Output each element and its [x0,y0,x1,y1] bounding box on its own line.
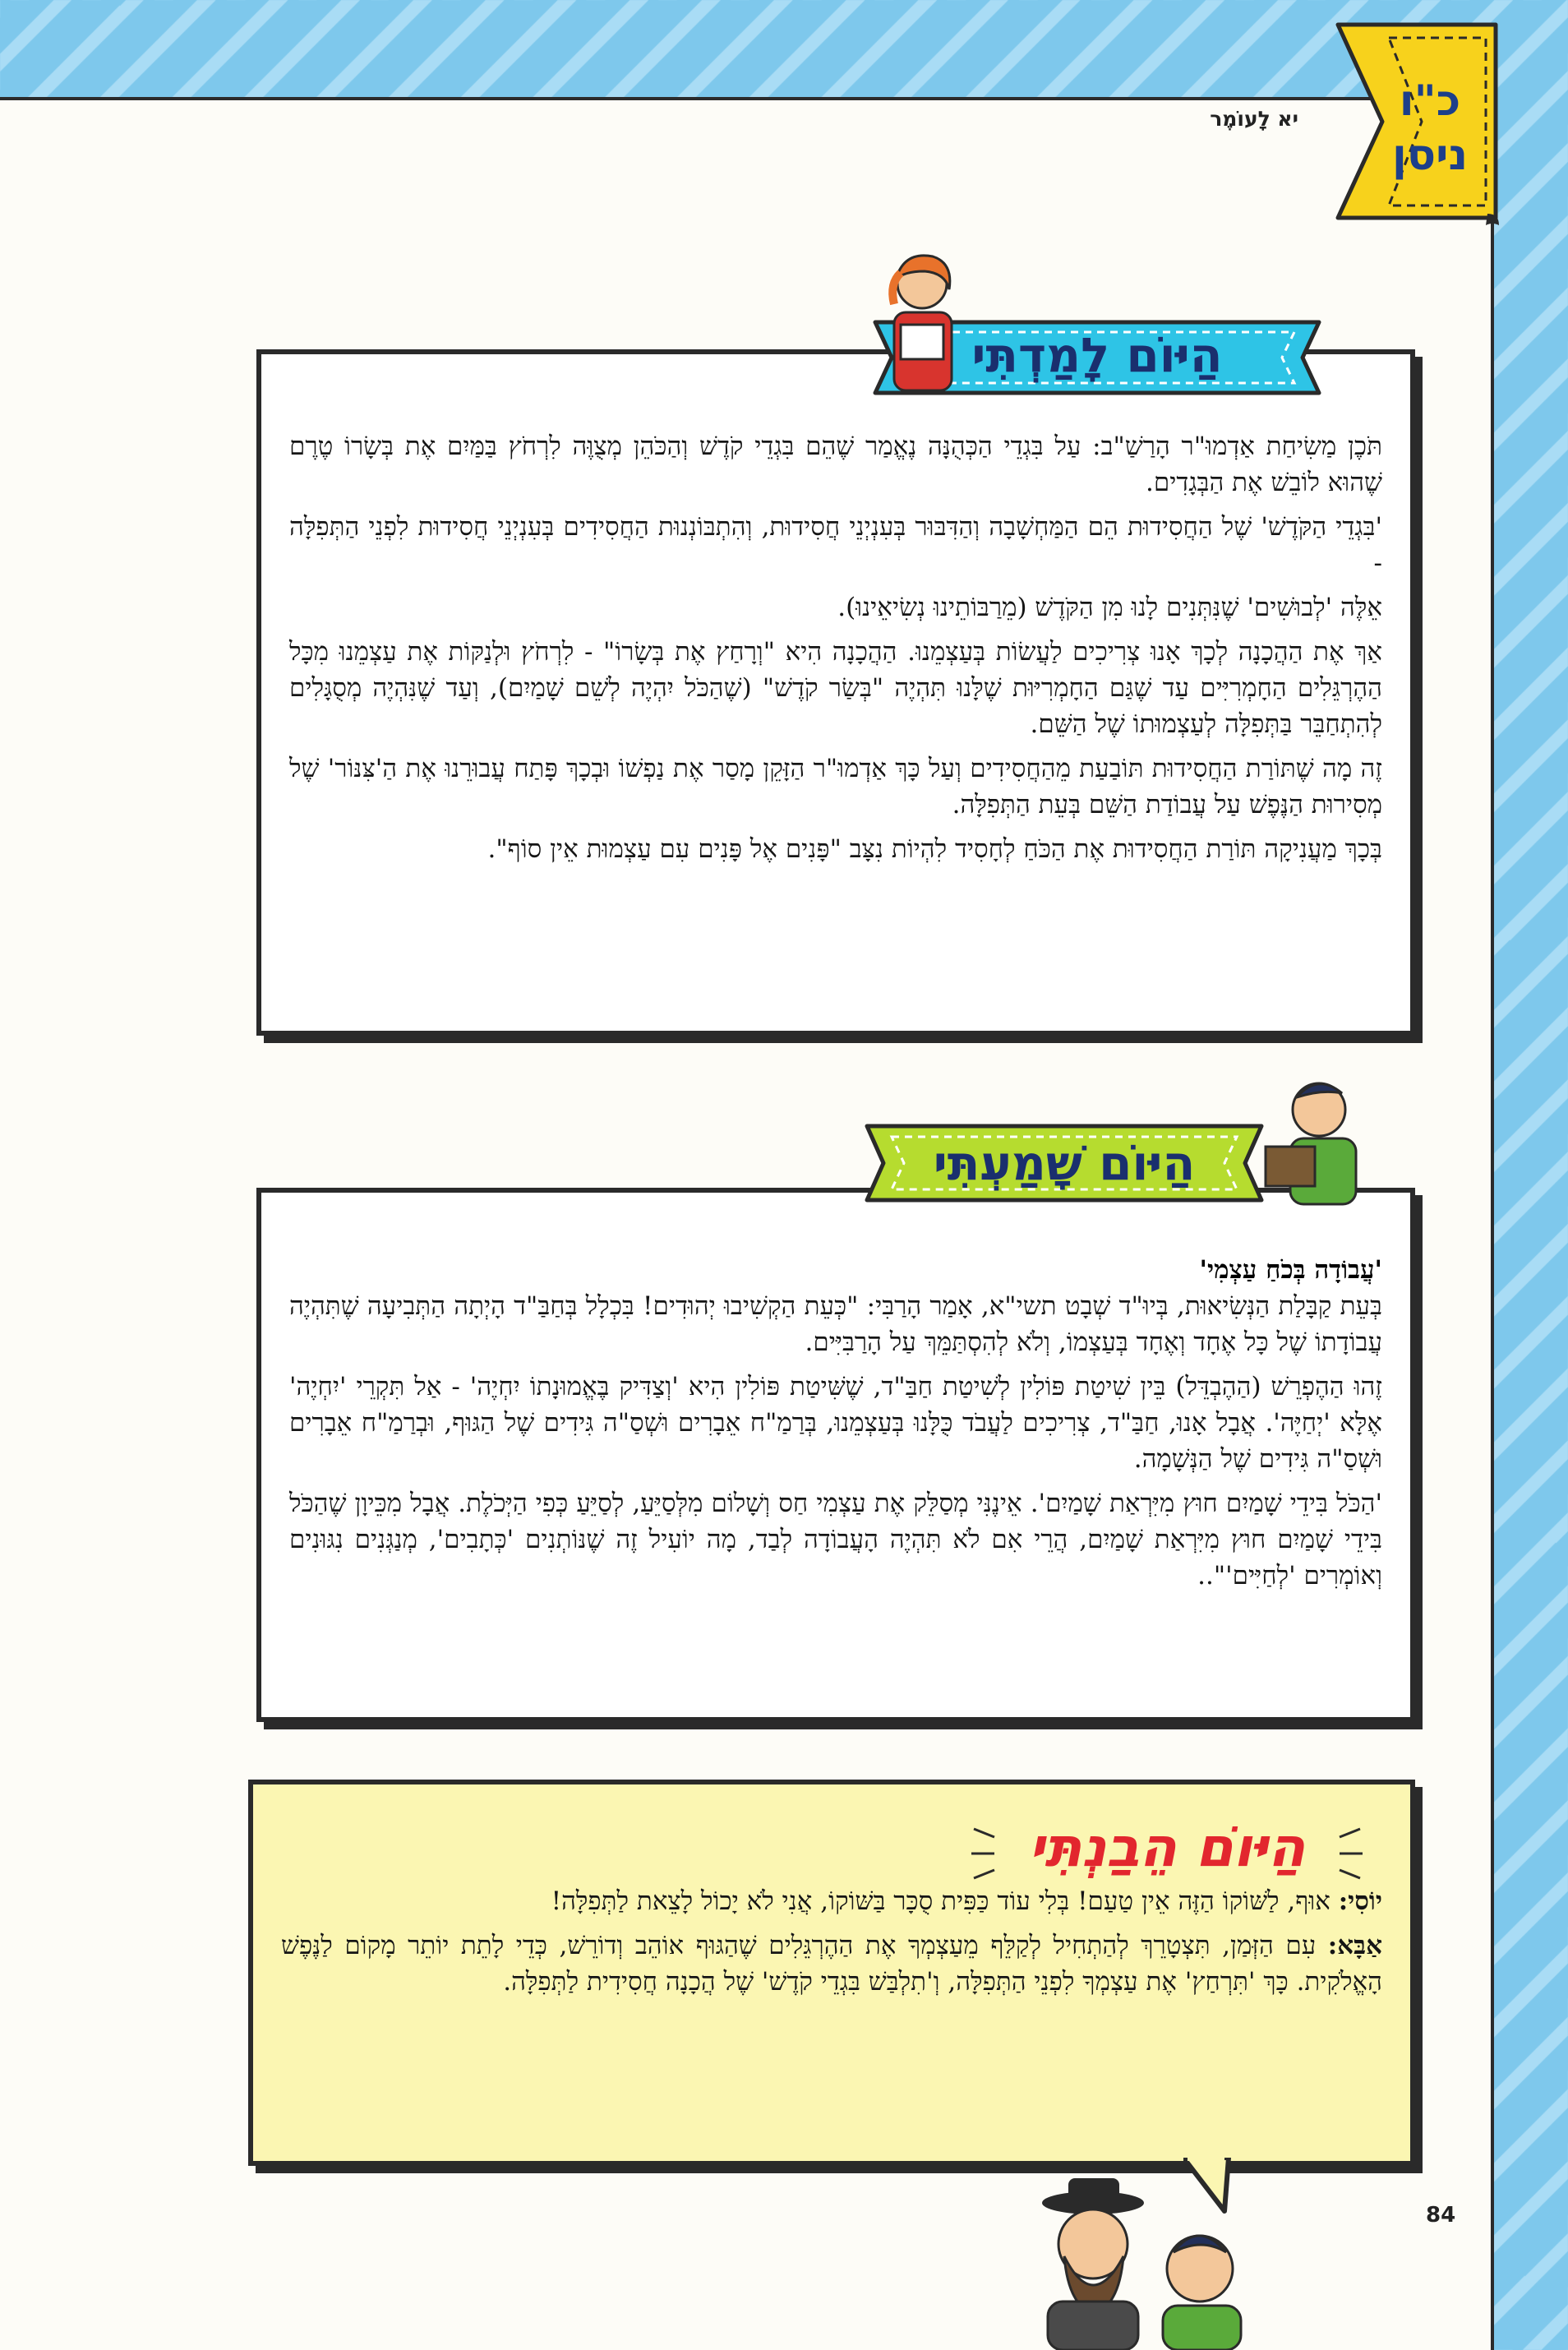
understood-title-banner [970,1804,1364,1903]
dialogue-text: עִם הַזְּמַן, תִּצְטָרֵךְ לְהַתְחִיל לְקַלֵּף מֵעַצְמְךָ אֶת הַהֶרְגֵּלִים שֶׁהַגּוּף אוֹהֵב וְדוֹרֵשׁ, כְּדֵי לָתֵת יוֹתֵר מָקוֹם לַנֶּפֶשׁ הָאֱלֹקִית. כָּךְ 'תִּרְחַץ' אֶת עַצְמְךָ לִפְנֵי הַתְּפִלָּה, וְ'תִלְבַּשׁ בִּגְדֵי קֹדֶשׁ' שֶׁל הֲכָנָה חֲסִידִית לַתְּפִלָּה. [281,1931,1382,1997]
learned-box [256,349,1415,1036]
heard-paragraph: 'הַכֹּל בִּידֵי שָׁמַיִם חוּץ מִיִּרְאַת שָׁמַיִם'. אֵינֶנִּי מְסַלֵּק אֶת עַצְמִי חַס וְשָׁלוֹם מִלְּסַיֵּעַ, לְסַיֵּעַ כְּפִי הַיְּכֹלֶת. אֲבָל מִכֵּיוָן שֶׁהַכֹּל בִּידֵי שָׁמַיִם חוּץ מִיִּרְאַת שָׁמַיִם, הֲרֵי אִם לֹא תִּהְיֶה הָעֲבוֹדָה לְבַד, מָה יוֹעִיל זֶה שֶׁנּוֹתְנִים 'כְּתָבִים', מְנַגְּנִים נִגּוּנִים וְאוֹמְרִים 'לְחַיִּים'".. [289,1489,1382,1591]
heard-paragraph: זֶהוּ הַהֶפְרֵשׁ (הַהֶבְדֵּל) בֵּין שִׁיטַת פּוֹלִין לְשִׁיטַת חַבַּ"ד, שֶׁשִּׁיטַת פּוֹלִין הִיא 'וְצַדִּיק בֶּאֱמוּנָתוֹ יִחְיֶה' - אַל תִּקְרֵי 'יִחְיֶה' אֶלָּא 'יְחַיֶּה'. אֲבָל אָנוּ, חַבַּ"ד, צְרִיכִים לַעֲבֹד כֻּלָּנוּ בְּעַצְמֵנוּ, בְּרַמַ"ח אֵבָרִים וּשְׁסַ"ה גִּידִים שֶׁל הַגּוּף, וּבְרַמַ"ח אֵבָרִים וּשְׁסַ"ה גִּידִים שֶׁל הַנְּשָׁמָה. [289,1372,1382,1474]
omer-count: יא לָעוֹמֶר [1210,107,1298,131]
girl-reading-illustration [871,247,970,403]
speaker-name: יוֹסִי: [1338,1886,1382,1916]
father-son-illustration [1027,2178,1274,2350]
date-month: ניסן [1391,131,1469,180]
date-label [1360,74,1500,182]
learned-title: הַיּוֹם לָמַדְתִּי [971,327,1223,383]
understood-title: הַיּוֹם הֵבַנְתִּי [1028,1816,1306,1879]
heard-box [256,1188,1415,1722]
learned-paragraph: אֵלֶּה 'לְבוּשִׁים' שֶׁנִּתְּנִים לָנוּ מִן הַקֹּדֶשׁ (מֵרַבּוֹתֵינוּ נְשִׂיאֵינוּ). [837,593,1382,622]
heard-title: הַיּוֹם שָׁמַעְתִּי [933,1135,1196,1191]
learned-paragraph: תֹּכֶן מַשִׂיחַת אַדְמוּ"ר הָרַשַׁ"ב: עַל בִּגְדֵי הַכְּהֻנָּה נֶאֱמַר שֶׁהֵם בִּגְדֵי קֹדֶשׁ וְהַכֹּהֵן מְצֻוֶּה לִרְחֹץ בַּמַּיִם אֶת בְּשָׂרוֹ טֶרֶם שֶׁהוּא לוֹבֵשׁ אֶת הַבְּגָדִים. [289,432,1382,497]
learned-paragraph: בְּכָךְ מַעֲנִיקָה תּוֹרַת הַחֲסִידוּת אֶת הַכֹּחַ לְחָסִיד לִהְיוֹת נִצָּב "פָּנִים אֶל פָּנִים עִם עַצְמוּת אֵין סוֹף". [487,834,1382,864]
dialogue-line [281,1928,1382,2000]
page-number: 84 [1426,2203,1456,2228]
boy-reading-illustration [1249,1069,1372,1208]
heard-title-banner [859,1114,1270,1212]
heard-paragraph: בְּעֵת קַבָּלַת הַנְּשִׂיאוּת, בְּיוּ"ד שְׁבָט תשי"א, אָמַר הָרַבִּי: "כְּעֵת הַקְשִׁיבוּ יְהוּדִים! בִּכְלָל בְּחַבַּ"ד הָיְתָה הַתְּבִיעָה שֶׁתִּהְיֶה עֲבוֹדָתוֹ שֶׁל כָּל אֶחָד וְאֶחָד בְּעַצְמוֹ, וְלֹא לְהִסְתַּמֵּךְ עַל הָרַבִּיִּים. [289,1291,1382,1357]
dialogue-text: אוּף, לַשּׁוֹקוֹ הַזֶּה אֵין טַעַם! בְּלִי עוֹד כַּפִּית סֻכָּר בַּשּׁוֹקוֹ, אֲנִי לֹא יָכוֹל לָצֵאת לַתְּפִלָּה! [551,1886,1330,1916]
date-day: כ"ו [1399,76,1461,126]
heard-subtitle: 'עֲבוֹדָה בְּכֹחַ עַצְמִי' [1199,1255,1382,1285]
speaker-name: אַבָּא: [1327,1931,1382,1960]
learned-paragraph: אַךְ אֶת הַהֲכָנָה לְכָךְ אָנוּ צְרִיכִים לַעֲשׂוֹת בְּעַצְמֵנוּ. הַהֲכָנָה הִיא "וְרָחַץ אֶת בְּשָׂרוֹ" - לִרְחֹץ וּלְנַקּוֹת אֶת עַצְמֵנוּ מִכָּל הַהֶרְגֵּלִים הַחָמְרִיִּים עַד שֶׁגַּם הַחָמְרִיּוּת שֶׁלָּנוּ תִּהְיֶה "בְּשַׂר קֹדֶשׁ" (שֶׁהַכֹּל יִהְיֶה לְשֵׁם שָׁמַיִם), וְעַד שֶׁנִּהְיֶה מְסֻגָּלִים לְהִתְחַבֵּר בַּתְּפִלָּה לְעַצְמוּתוֹ שֶׁל הַשֵּׁם. [289,637,1382,739]
learned-paragraph: 'בִּגְדֵי הַקֹּדֶשׁ' שֶׁל הַחֲסִידוּת הֵם הַמַּחְשָׁבָה וְהַדִּבּוּר בְּעִנְיְנֵי חֲסִידוּת, וְהִתְבּוֹנְנוּת הַחֲסִידִים בְּעִנְיְנֵי חֲסִידוּת לִפְנֵי הַתְּפִלָּה - [289,512,1382,578]
learned-paragraph: זֶה מָה שֶׁתּוֹרַת הַחֲסִידוּת תּוֹבַעַת מֵהַחֲסִידִים וְעַל כָּךְ אַדְמוּ"ר הַזָּקֵן מָסַר אֶת נַפְשׁוֹ וּבְכָךְ פָּתַח עֲבוּרֵנוּ אֶת הַ'צִּנּוֹר' שֶׁל מְסִירוּת הַנֶּפֶשׁ עַל עֲבוֹדַת הַשֵּׁם בְּעֵת הַתְּפִלָּה. [289,754,1382,819]
